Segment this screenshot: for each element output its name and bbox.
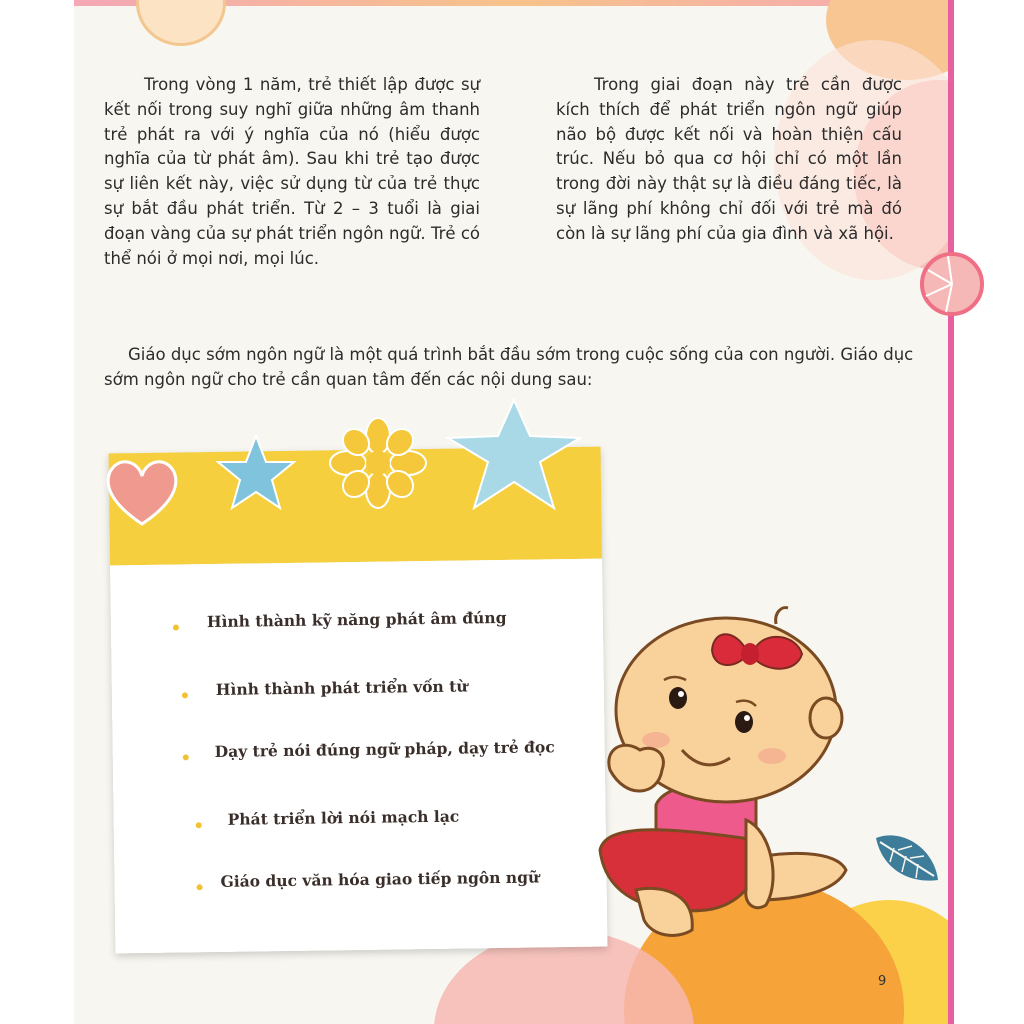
flower-icon [330, 418, 426, 508]
star-icon [444, 396, 584, 512]
heart-icon [102, 456, 182, 528]
bullet-4 [196, 822, 202, 828]
content-card [109, 447, 608, 954]
page-edge [948, 0, 954, 1024]
grapefruit-slice-icon [918, 240, 978, 330]
list-item: Hình thành phát triển vốn từ [215, 676, 468, 699]
list-item: Phát triển lời nói mạch lạc [227, 806, 460, 829]
list-item: Giáo dục văn hóa giao tiếp ngôn ngữ [220, 867, 540, 891]
bullet-2 [182, 692, 188, 698]
bullet-1 [173, 624, 179, 630]
list-item: Hình thành kỹ năng phát âm đúng [206, 607, 507, 632]
paragraph-left: Trong vòng 1 năm, trẻ thiết lập được sự kết nối trong suy nghĩ giữa những âm thanh trẻ phát ra với ý nghĩa của nó (hiểu được nghĩa của từ phát âm). Sau khi trẻ tạo được sự liên kết này, việc sử dụng từ của trẻ thực sự bắt đầu phát triển. Từ 2 – 3 tuổi là giai đoạn vàng của sự phát triển ngôn ngữ. Trẻ có thể nói ở mọi nơi, mọi lúc. [104, 75, 480, 268]
intro-paragraph: Giáo dục sớm ngôn ngữ là một quá trình bắt đầu sớm trong cuộc sống của con người. Giáo dục sớm ngôn ngữ cho trẻ cần quan tâm đến các nội dung sau: [104, 345, 914, 389]
baby-illustration [596, 600, 876, 950]
page-number: 9 [878, 974, 887, 989]
bullet-3 [183, 754, 189, 760]
list-item: Dạy trẻ nói đúng ngữ pháp, dạy trẻ đọc [214, 737, 555, 762]
right-margin [952, 0, 1024, 1024]
card-body [110, 559, 607, 954]
left-margin [0, 0, 74, 1024]
orange-slice-top [136, 0, 226, 46]
star-icon [216, 432, 296, 512]
paragraph-right: Trong giai đoạn này trẻ cần được kích thích để phát triển ngôn ngữ giúp não bộ được kết nối và hoàn thiện cấu trúc. Nếu bỏ qua cơ hội chỉ có một lần trong đời này thật sự là điều đáng tiếc, là sự lãng phí không chỉ đối với trẻ mà đó còn là sự lãng phí của gia đình và xã hội. [556, 75, 902, 243]
leaf-icon [872, 828, 942, 888]
bullet-5 [197, 884, 203, 890]
